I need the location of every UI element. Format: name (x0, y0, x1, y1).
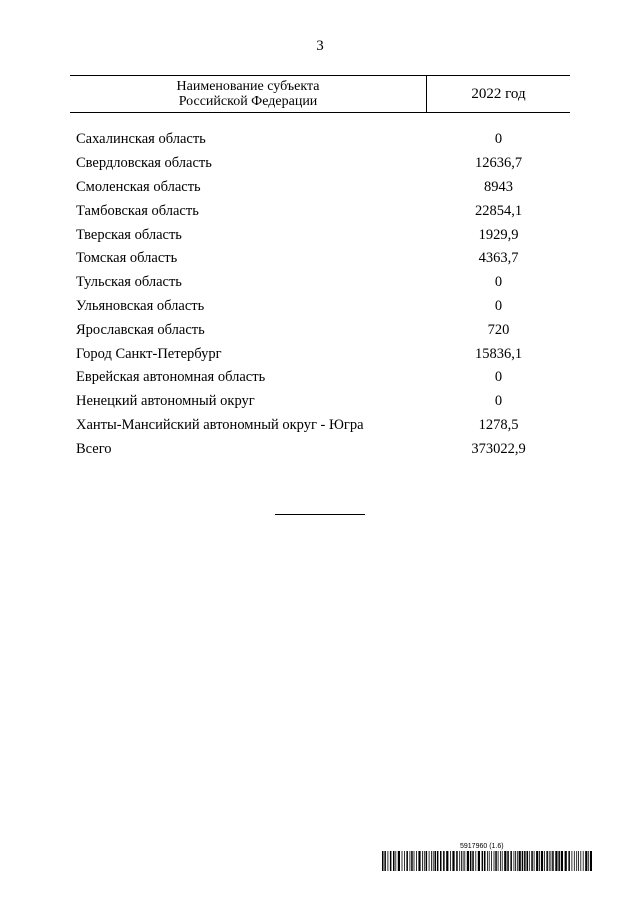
barcode-bar (461, 851, 462, 871)
barcode-bar (517, 851, 518, 871)
region-name: Тамбовская область (76, 202, 199, 219)
barcode-bar (534, 851, 535, 871)
barcode-bar (536, 851, 538, 871)
barcode-bar (450, 851, 451, 871)
barcode-bar (531, 851, 533, 871)
region-value: 15836,1 (474, 345, 523, 362)
barcode-bar (552, 851, 554, 871)
table-row (76, 176, 570, 200)
region-name: Тверская область (76, 226, 182, 243)
barcode-bar (440, 851, 442, 871)
barcode-bar (482, 851, 484, 871)
barcode-bar (443, 851, 445, 871)
barcode-bar (529, 851, 530, 871)
barcode-bar (574, 851, 575, 871)
barcode-bar (418, 851, 420, 871)
barcode-bar (424, 851, 425, 871)
region-name: Ханты-Мансийский автономный округ - Югра (76, 416, 364, 433)
barcode-bar (568, 851, 570, 871)
barcode-bar (475, 851, 476, 871)
barcode-bar (463, 851, 464, 871)
barcode-bar (406, 851, 408, 871)
barcode-bar (382, 851, 384, 871)
barcode-bar (504, 851, 506, 871)
barcode-bar (472, 851, 474, 871)
region-name: Ульяновская область (76, 297, 205, 314)
end-separator-line (275, 514, 365, 515)
table-row (76, 414, 570, 438)
barcode-bar (522, 851, 524, 871)
barcode-bar (411, 851, 413, 871)
barcode-bar (590, 851, 592, 871)
barcode-bar (507, 851, 509, 871)
barcode-bar (384, 851, 386, 871)
barcode-bar (546, 851, 548, 871)
barcode-bar (585, 851, 587, 871)
region-value: 0 (494, 393, 503, 410)
barcode-bar (580, 851, 581, 871)
barcode-bar (437, 851, 439, 871)
region-value: 12636,7 (474, 155, 523, 172)
barcode-bar (435, 851, 437, 871)
total-label: Всего (76, 440, 112, 457)
table-row (76, 128, 570, 152)
region-name: Город Санкт-Петербург (76, 345, 222, 362)
barcode-bar (544, 851, 545, 871)
region-value: 0 (494, 297, 503, 314)
barcode-bar (515, 851, 516, 871)
barcode-bar (491, 851, 492, 871)
table-row (76, 247, 570, 271)
barcode-bar (429, 851, 430, 871)
table-row (76, 295, 570, 319)
region-value: 1278,5 (478, 416, 519, 433)
barcode-bar (539, 851, 540, 871)
barcode-image (382, 851, 592, 871)
barcode-bar (459, 851, 460, 871)
region-value: 1929,9 (478, 226, 519, 243)
region-value: 8943 (484, 178, 513, 195)
barcode-bar (558, 851, 560, 871)
barcode-bar (446, 851, 448, 871)
barcode-bar (583, 851, 584, 871)
barcode-bar (464, 851, 465, 871)
barcode-bar (489, 851, 490, 871)
table-row (76, 342, 570, 366)
barcode-bar (494, 851, 495, 871)
table-row (76, 223, 570, 247)
region-value: 0 (494, 274, 503, 291)
table-row (76, 199, 570, 223)
region-value: 22854,1 (474, 202, 523, 219)
barcode-bar (487, 851, 488, 871)
barcode-bar (576, 851, 577, 871)
barcode-bar (416, 851, 417, 871)
barcode-bar (588, 851, 589, 871)
barcode-bar (551, 851, 552, 871)
barcode-bar (431, 851, 432, 871)
barcode-bar (478, 851, 480, 871)
header-year: 2022 год (471, 86, 526, 102)
barcode-bar (390, 851, 392, 871)
barcode-bar (578, 851, 579, 871)
table-row (76, 271, 570, 295)
region-name: Ненецкий автономный округ (76, 393, 255, 410)
barcode-bar (422, 851, 423, 871)
page-number: 3 (316, 38, 324, 54)
region-name: Свердловская область (76, 155, 212, 172)
barcode-bar (510, 851, 512, 871)
barcode-bar (514, 851, 515, 871)
barcode-bar (541, 851, 543, 871)
barcode-bar (395, 851, 396, 871)
table-row (76, 366, 570, 390)
barcode-bar (561, 851, 563, 871)
barcode-bar (524, 851, 526, 871)
region-name: Смоленская область (76, 178, 201, 195)
region-value: 4363,7 (478, 250, 519, 267)
header-subject-line1: Наименование субъекта (176, 79, 320, 94)
table-body (76, 128, 570, 461)
barcode-bar (388, 851, 389, 871)
barcode-bar (572, 851, 573, 871)
region-name: Томская область (76, 250, 178, 267)
barcode-bar (502, 851, 503, 871)
region-value: 0 (494, 131, 503, 148)
barcode-bar (495, 851, 497, 871)
region-value: 0 (494, 369, 503, 386)
barcode-bar (414, 851, 415, 871)
barcode-bar (555, 851, 557, 871)
barcode-bar (549, 851, 550, 871)
barcode-bar (410, 851, 411, 871)
table-header (70, 75, 570, 113)
barcode-bar (433, 851, 434, 871)
table-row (76, 318, 570, 342)
barcode-bar (500, 851, 501, 871)
barcode-bar (426, 851, 428, 871)
barcode-bar (484, 851, 486, 871)
region-name: Тульская область (76, 274, 182, 291)
region-name: Сахалинская область (76, 131, 206, 148)
region-name: Ярославская область (76, 321, 205, 338)
barcode-bar (404, 851, 405, 871)
barcode-bar (398, 851, 400, 871)
region-value: 720 (487, 321, 510, 338)
header-subject-name (70, 76, 427, 112)
barcode-bar (498, 851, 499, 871)
barcode-bar (467, 851, 469, 871)
barcode-bar (456, 851, 458, 871)
header-subject-line2: Российской Федерации (178, 94, 318, 109)
barcode-bar (519, 851, 521, 871)
barcode-bar (402, 851, 403, 871)
barcode-bar (393, 851, 395, 871)
barcode-bar (565, 851, 567, 871)
region-name: Еврейская автономная область (76, 369, 266, 386)
document-code: 5917960 (1.6) (460, 843, 504, 850)
barcode-bar (470, 851, 472, 871)
total-value: 373022,9 (471, 440, 526, 457)
table-row (76, 152, 570, 176)
table-row (76, 390, 570, 414)
barcode-bar (452, 851, 454, 871)
barcode-bar (527, 851, 529, 871)
total-row (76, 437, 570, 461)
